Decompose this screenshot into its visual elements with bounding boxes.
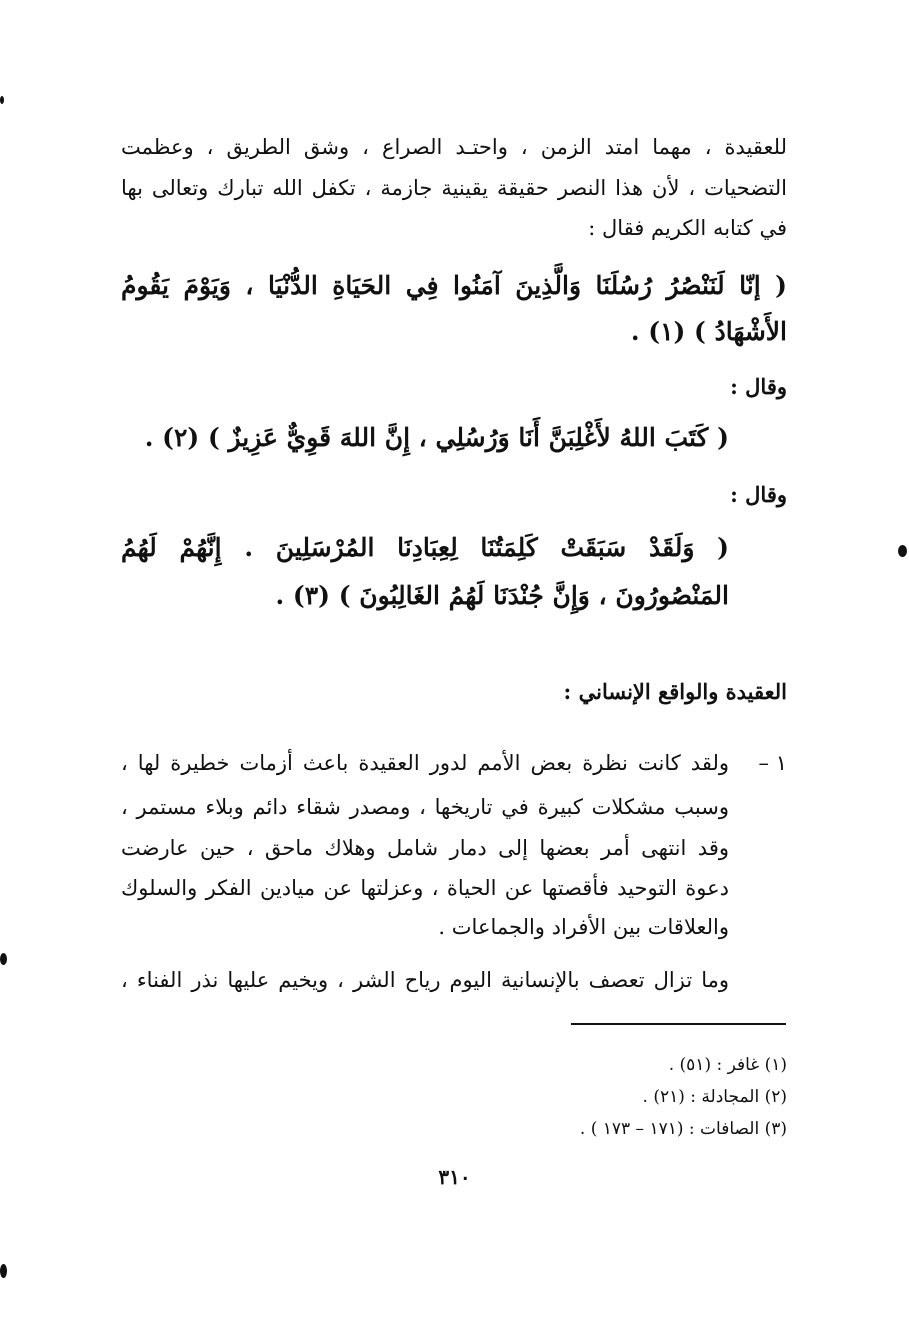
verse2-line: ( كَتَبَ اللهُ لأَغْلِبَنَّ أَنَا وَرُسُلِي ، إِنَّ اللهَ قَوِيٌّ عَزِيزٌ ) (٢) . (144, 423, 729, 452)
scan-speck (898, 545, 907, 557)
item1-number: ١ – (758, 751, 787, 775)
page-number: ٣١٠ (438, 1165, 471, 1189)
intro-line-2: التضحيات ، لأن هذا النصر حقيقة يقينية جازمة ، تكفل الله تبارك وتعالى بها (121, 176, 787, 200)
said-label-2: وقال : (730, 482, 787, 507)
item1-line-3: وقد انتهى أمر بعضها إلى دمار شامل وهلاك ماحق ، حين عارضت (121, 836, 729, 860)
verse3-line-2: المَنْصُورُونَ ، وَإِنَّ جُنْدَنَا لَهُمُ الغَالِبُونَ ) (٣) . (275, 581, 729, 610)
item1-line-2: وسبب مشكلات كبيرة في تاريخها ، ومصدر شقاء دائم وبلاء مستمر ، (121, 795, 729, 819)
intro-line-3: في كتابه الكريم فقال : (588, 216, 787, 240)
verse3-line-1: ( وَلَقَدْ سَبَقَتْ كَلِمَتُنَا لِعِبَادِنَا المُرْسَلِينَ . إِنَّهُمْ لَهُمُ (121, 533, 729, 562)
section-heading: العقيدة والواقع الإنساني : (563, 679, 787, 704)
footnote-1: (١) غافر : (٥١) . (668, 1055, 787, 1075)
item1-line-5: والعلاقات بين الأفراد والجماعات . (438, 915, 729, 939)
scan-speck (0, 953, 7, 965)
verse1-line-2: الأَشْهَادُ ) (١) . (630, 317, 787, 346)
scan-speck (0, 96, 4, 104)
footnote-3: (٣) الصافات : (١٧١ – ١٧٣ ) . (579, 1119, 787, 1139)
item1-line-1: ولقد كانت نظرة بعض الأمم لدور العقيدة باعث أزمات خطيرة لها ، (121, 751, 729, 775)
footnote-separator (571, 1023, 786, 1025)
item1-continuation: وما تزال تعصف بالإنسانية اليوم رياح الشر ، ويخيم عليها نذر الفناء ، (121, 968, 729, 992)
scan-speck (0, 1264, 7, 1278)
verse1-line-1: ( إنّا لَنَنْصُرُ رُسُلَنَا وَالَّذِينَ آمَنُوا فِي الحَيَاةِ الدُّنْيَا ، وَيَوْمَ يَقُومُ (121, 271, 787, 300)
intro-line-1: للعقيدة ، مهما امتد الزمن ، واحتـد الصراع ، وشق الطريق ، وعظمت (121, 135, 787, 159)
item1-line-4: دعوة التوحيد فأقصتها عن الحياة ، وعزلتها عن ميادين الفكر والسلوك (121, 876, 729, 900)
said-label-1: وقال : (730, 374, 787, 399)
footnote-2: (٢) المجادلة : (٢١) . (642, 1087, 787, 1107)
